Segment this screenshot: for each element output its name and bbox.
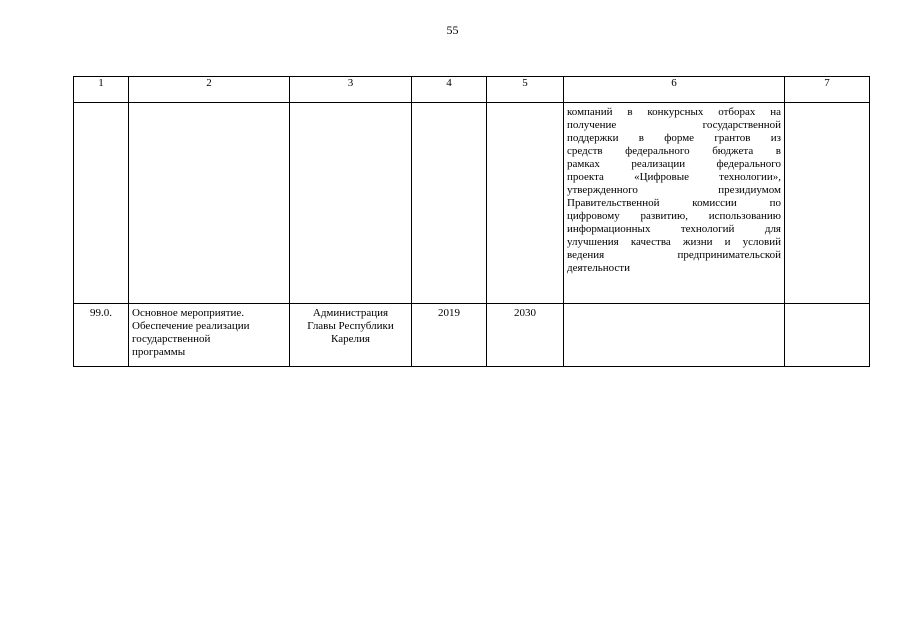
header-cell-2: 2 (129, 77, 290, 103)
continuation-cell-7 (785, 103, 870, 304)
link-cell (785, 304, 870, 367)
continuation-cell-6 (564, 103, 785, 304)
result-text (564, 304, 784, 309)
text-line: средств федерального бюджета в (567, 145, 781, 157)
table-header-row (74, 77, 870, 103)
text-line: цифровому развитию, использованию (567, 210, 781, 222)
row-number: 99.0. (90, 307, 112, 319)
continuation-text (564, 103, 784, 277)
start-year-cell (412, 304, 487, 367)
text-line: деятельности (567, 262, 630, 274)
page-number: 55 (446, 23, 459, 37)
continuation-cell-4 (412, 103, 487, 304)
continuation-cell-3 (290, 103, 412, 304)
text-line: Карелия (331, 333, 370, 345)
text-line: программы (132, 346, 186, 358)
text-line: рамках реализации федерального (567, 158, 781, 170)
text-line: ведения предпринимательской (567, 249, 781, 261)
text-line: информационных технологий для (567, 223, 781, 235)
table-row-99 (74, 304, 870, 367)
text-line: Обеспечение реализации (132, 320, 250, 332)
start-year: 2019 (438, 307, 460, 319)
text-line: улучшения качества жизни и условий (567, 236, 781, 248)
text-line: Администрация (312, 307, 389, 319)
header-cell-7: 7 (785, 77, 870, 103)
activity-name-cell (129, 304, 290, 367)
text-line: проекта «Цифровые технологии», (567, 171, 781, 183)
header-cell-5: 5 (487, 77, 564, 103)
text-line: Основное мероприятие. (132, 307, 245, 319)
text-line: получение государственной (567, 119, 781, 131)
text-line: утвержденного президиумом (567, 184, 781, 196)
header-cell-4: 4 (412, 77, 487, 103)
text-line: Главы Республики (307, 320, 394, 332)
program-activities-table (73, 76, 870, 367)
activity-name (129, 304, 289, 361)
row-number-cell (74, 304, 129, 367)
end-year-cell (487, 304, 564, 367)
link-text (785, 304, 869, 309)
header-cell-1: 1 (74, 77, 129, 103)
text-line: компаний в конкурсных отборах на (567, 106, 781, 118)
continuation-cell-5 (487, 103, 564, 304)
continuation-cell-2 (129, 103, 290, 304)
header-cell-3: 3 (290, 77, 412, 103)
continuation-cell-1 (74, 103, 129, 304)
end-year: 2030 (514, 307, 536, 319)
text-line: государственной (132, 333, 211, 345)
text-line: поддержки в форме грантов из (567, 132, 781, 144)
text-line: Правительственной комиссии по (567, 197, 781, 209)
result-cell (564, 304, 785, 367)
header-cell-6: 6 (564, 77, 785, 103)
executor-cell (290, 304, 412, 367)
executor-name (290, 304, 411, 348)
table-row-continuation (74, 103, 870, 304)
